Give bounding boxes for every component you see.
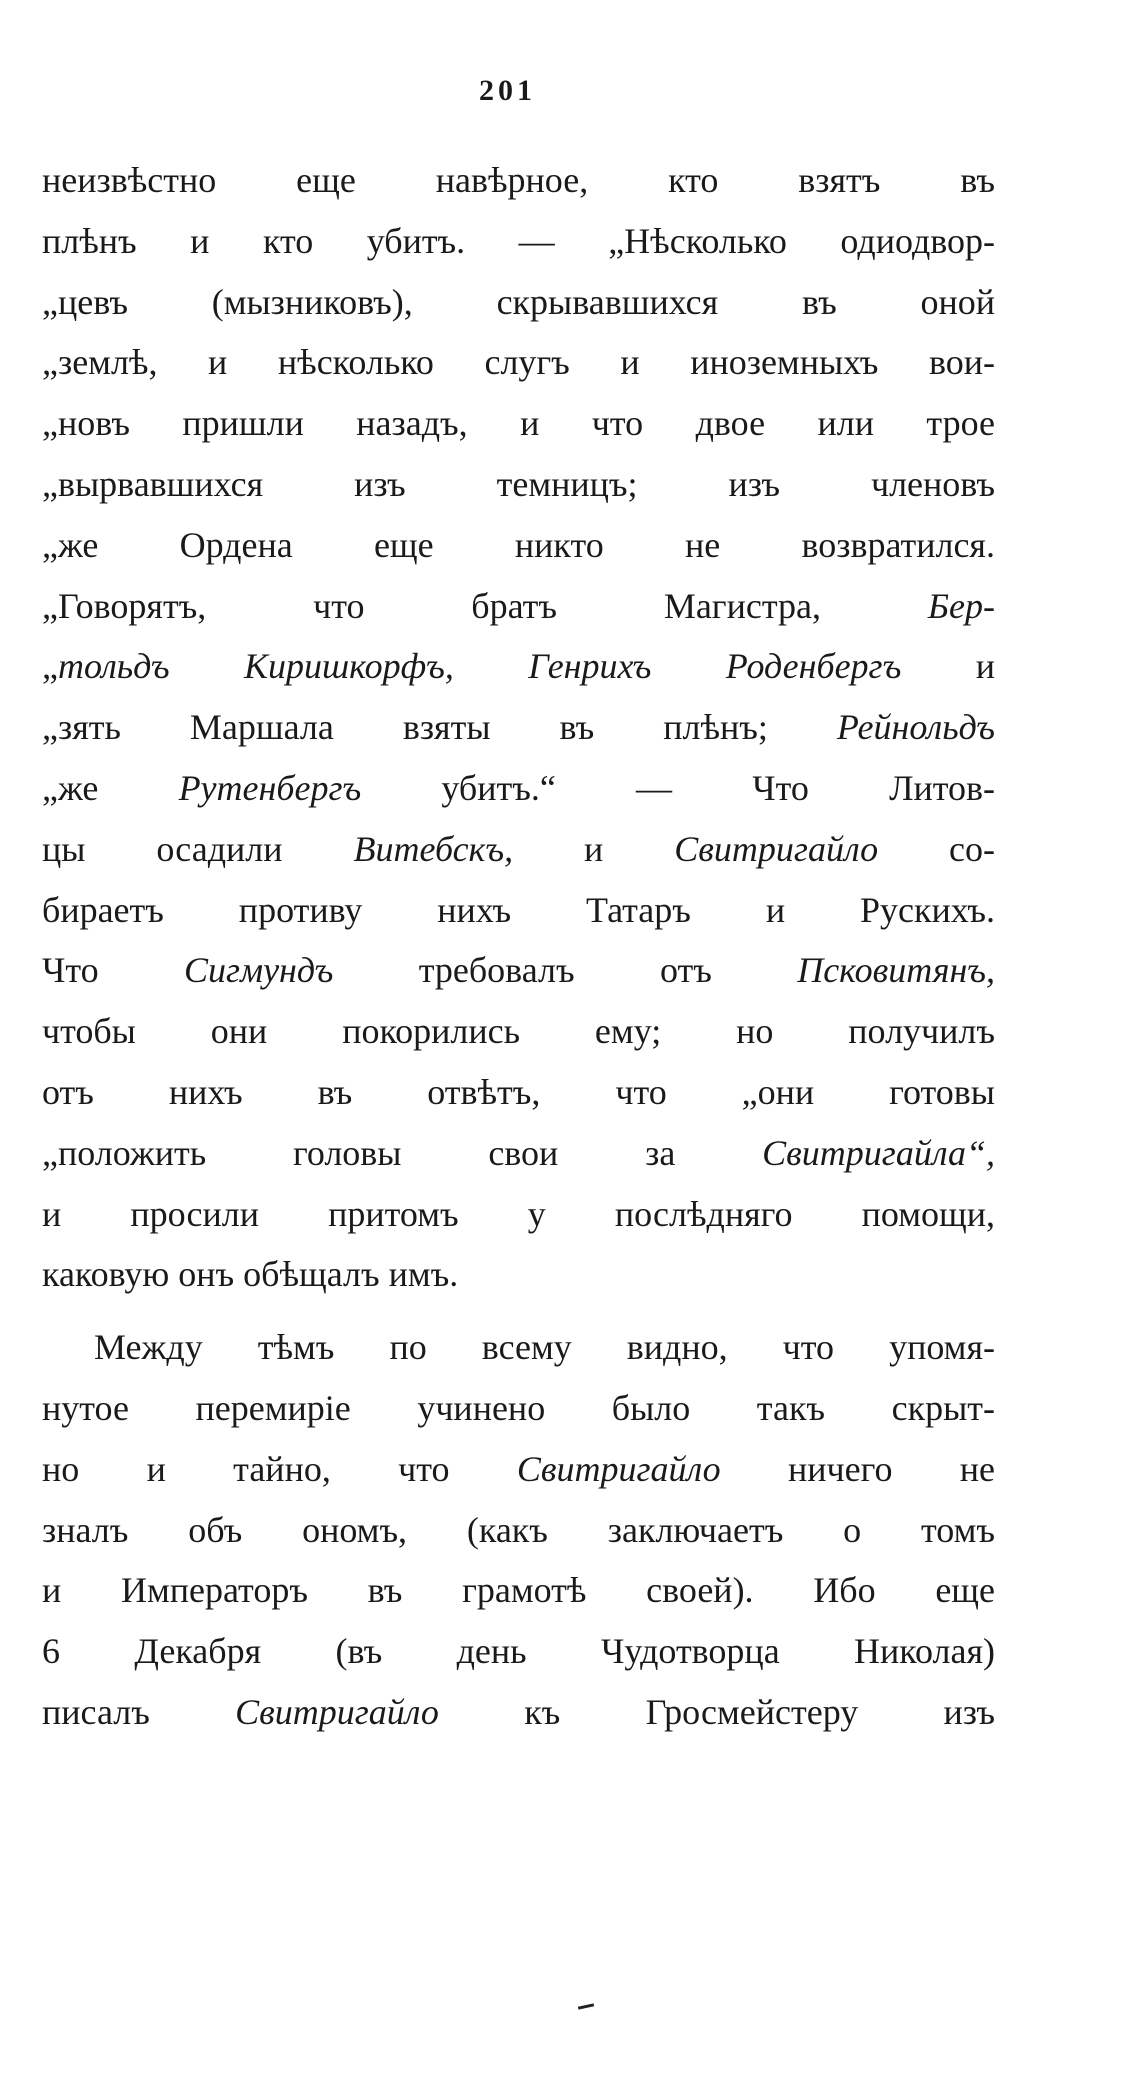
text-segment: къ Гросмейстеру изъ — [438, 1691, 995, 1732]
text-line — [42, 1621, 995, 1682]
text-segment: „новъ пришли назадъ, и что двое или трое — [42, 403, 995, 444]
italic-segment: Псковитянъ, — [797, 950, 995, 991]
text-line — [42, 1378, 995, 1439]
text-segment: и — [513, 828, 675, 869]
text-line — [42, 1184, 995, 1245]
text-segment: и — [901, 646, 995, 687]
paragraph-gap — [42, 1305, 995, 1317]
text-line — [42, 272, 995, 333]
text-line — [42, 1439, 995, 1500]
italic-segment: Рутенбергъ — [178, 767, 362, 808]
italic-segment: Сигмундъ — [184, 950, 334, 991]
text-segment: нутое перемиріе учинено было такъ скрыт- — [42, 1387, 995, 1428]
italic-segment: тольдъ Киришкорфъ, Генрихъ Роденбергъ — [57, 646, 902, 687]
text-line — [42, 211, 995, 272]
text-segment: каковую онъ обѣщалъ имъ. — [42, 1254, 459, 1295]
text-segment: „цевъ (мызниковъ), скрывавшихся въ оной — [42, 281, 995, 322]
text-line — [42, 819, 995, 880]
text-segment: 6 Декабря (въ день Чудотворца Николая) — [42, 1631, 995, 1672]
text-line — [42, 1560, 995, 1621]
text-segment: „положить головы свои за — [42, 1132, 763, 1173]
text-segment: и Императоръ въ грамотѣ своей). Ибо еще — [42, 1570, 995, 1611]
text-line — [42, 1682, 995, 1743]
text-segment: чтобы они покорились ему; но получилъ — [42, 1011, 995, 1052]
text-segment: отъ нихъ въ отвѣтъ, что „они готовы — [42, 1071, 995, 1112]
text-segment: неизвѣстно еще навѣрное, кто взятъ въ — [42, 160, 995, 200]
text-segment: зналъ объ ономъ, (какъ заключаетъ о томъ — [42, 1509, 995, 1550]
text-segment: Между тѣмъ по всему видно, что упомя- — [94, 1327, 995, 1368]
text-segment: писалъ — [42, 1691, 236, 1732]
text-line — [42, 1500, 995, 1561]
text-segment: плѣнъ и кто убитъ. — „Нѣсколько одиодвор- — [42, 220, 995, 261]
footer-mark — [578, 2003, 594, 2009]
text-line — [42, 393, 995, 454]
body-text — [42, 150, 995, 1743]
italic-segment: Рейнольдъ — [836, 707, 995, 748]
text-segment: требовалъ отъ — [333, 950, 798, 991]
text-line — [42, 880, 995, 941]
page-number: 201 — [479, 74, 536, 107]
text-line — [42, 515, 995, 576]
text-line — [42, 940, 995, 1001]
text-segment: „Говорятъ, что братъ Магистра, — [42, 585, 928, 626]
text-segment: „же Ордена еще никто не возвратился. — [42, 524, 995, 565]
italic-segment: Свитригайла“, — [762, 1132, 995, 1173]
text-segment: „вырвавшихся изъ темницъ; изъ членовъ — [42, 463, 995, 504]
italic-segment: Свитригайло — [516, 1448, 721, 1489]
paragraph — [42, 150, 995, 1305]
text-segment: Что — [42, 950, 185, 991]
text-segment: со- — [878, 828, 996, 869]
text-line — [42, 1062, 995, 1123]
text-line — [42, 454, 995, 515]
text-segment: убитъ.“ — Что Литов- — [361, 767, 996, 808]
text-line — [42, 1123, 995, 1184]
italic-segment: Бер- — [927, 585, 995, 626]
text-line — [42, 1244, 995, 1305]
text-segment: бираетъ противу нихъ Татаръ и Рускихъ. — [42, 889, 995, 930]
paragraph — [42, 1317, 995, 1743]
italic-segment: Витебскъ, — [353, 828, 514, 869]
text-segment: и просили притомъ у послѣдняго помощи, — [42, 1193, 995, 1234]
text-segment: „ — [42, 646, 58, 687]
text-line — [42, 332, 995, 393]
text-line — [42, 1317, 995, 1378]
text-segment: но и тайно, что — [42, 1448, 517, 1489]
text-segment: цы осадили — [42, 828, 354, 869]
text-line — [42, 697, 995, 758]
text-line — [42, 576, 995, 637]
text-line — [42, 758, 995, 819]
italic-segment: Свитригайло — [235, 1691, 439, 1732]
text-line — [42, 1001, 995, 1062]
italic-segment: Свитригайло — [674, 828, 879, 869]
text-segment: „землѣ, и нѣсколько слугъ и иноземныхъ вои- — [42, 342, 995, 383]
text-segment: „зять Маршала взяты въ плѣнъ; — [42, 707, 837, 748]
text-line — [42, 150, 995, 211]
text-segment: ничего не — [720, 1448, 996, 1489]
text-line — [42, 636, 995, 697]
text-segment: „же — [42, 767, 179, 808]
